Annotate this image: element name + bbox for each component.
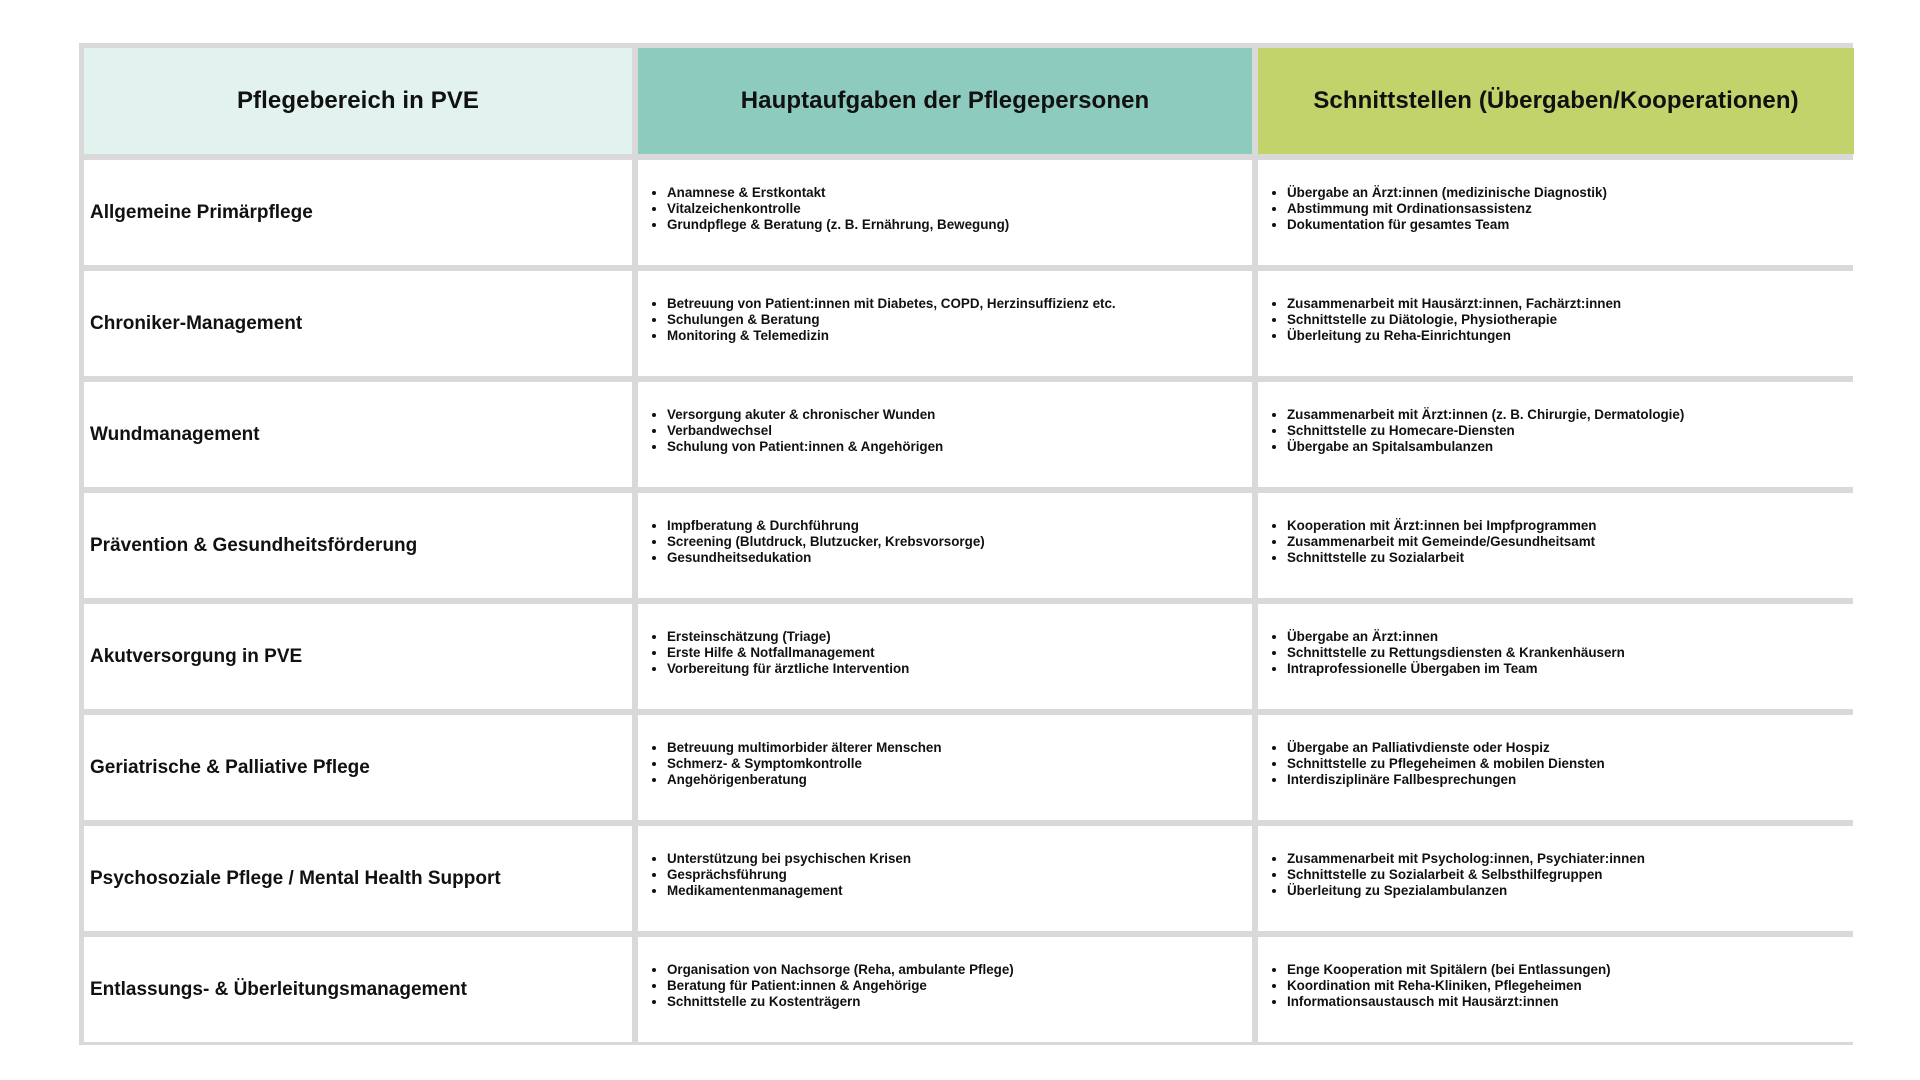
task-item: • Unterstützung bei psychischen Krisen — [667, 851, 911, 867]
row-care-area: Akutversorgung in PVE — [84, 604, 632, 709]
row-interfaces-cell — [1258, 937, 1854, 1042]
interface-item: • Schnittstelle zu Homecare-Diensten — [1287, 423, 1684, 439]
row-care-area: Wundmanagement — [84, 382, 632, 487]
interface-item: • Interdisziplinäre Fallbesprechungen — [1287, 772, 1605, 788]
care-areas-table — [79, 43, 1853, 1045]
tasks-list — [638, 629, 909, 677]
task-item: • Organisation von Nachsorge (Reha, ambulante Pflege) — [667, 962, 1014, 978]
tasks-list — [638, 851, 911, 899]
interface-item: • Übergabe an Ärzt:innen — [1287, 629, 1625, 645]
interfaces-list — [1258, 740, 1605, 788]
interfaces-list — [1258, 407, 1684, 455]
task-item: • Grundpflege & Beratung (z. B. Ernährung, Bewegung) — [667, 217, 1009, 233]
row-tasks-cell — [638, 160, 1252, 265]
row-interfaces-cell — [1258, 604, 1854, 709]
row-interfaces-cell — [1258, 826, 1854, 931]
interface-item: • Zusammenarbeit mit Gemeinde/Gesundheitsamt — [1287, 534, 1596, 550]
interface-item: • Schnittstelle zu Sozialarbeit — [1287, 550, 1596, 566]
task-item: • Schmerz- & Symptomkontrolle — [667, 756, 942, 772]
tasks-list — [638, 407, 943, 455]
interface-item: • Übergabe an Spitalsambulanzen — [1287, 439, 1684, 455]
tasks-list — [638, 185, 1009, 233]
interface-item: • Schnittstelle zu Sozialarbeit & Selbsthilfegruppen — [1287, 867, 1645, 883]
task-item: • Schulung von Patient:innen & Angehörigen — [667, 439, 943, 455]
interface-item: • Überleitung zu Reha-Einrichtungen — [1287, 328, 1621, 344]
task-item: • Verbandwechsel — [667, 423, 943, 439]
task-item: • Anamnese & Erstkontakt — [667, 185, 1009, 201]
task-item: • Betreuung multimorbider älterer Menschen — [667, 740, 942, 756]
interfaces-list — [1258, 962, 1611, 1010]
row-tasks-cell — [638, 715, 1252, 820]
task-item: • Gesundheitsedukation — [667, 550, 985, 566]
header-care-area: Pflegebereich in PVE — [84, 48, 632, 154]
task-item: • Versorgung akuter & chronischer Wunden — [667, 407, 943, 423]
task-item: • Schnittstelle zu Kostenträgern — [667, 994, 1014, 1010]
interfaces-list — [1258, 629, 1625, 677]
row-care-area: Chroniker-Management — [84, 271, 632, 376]
task-item: • Medikamentenmanagement — [667, 883, 911, 899]
task-item: • Gesprächsführung — [667, 867, 911, 883]
interface-item: • Schnittstelle zu Rettungsdiensten & Krankenhäusern — [1287, 645, 1625, 661]
row-tasks-cell — [638, 826, 1252, 931]
row-care-area: Psychosoziale Pflege / Mental Health Support — [84, 826, 632, 931]
interface-item: • Übergabe an Ärzt:innen (medizinische Diagnostik) — [1287, 185, 1607, 201]
row-care-area: Prävention & Gesundheitsförderung — [84, 493, 632, 598]
interface-item: • Intraprofessionelle Übergaben im Team — [1287, 661, 1625, 677]
row-tasks-cell — [638, 271, 1252, 376]
task-item: • Impfberatung & Durchführung — [667, 518, 985, 534]
interface-item: • Dokumentation für gesamtes Team — [1287, 217, 1607, 233]
interface-item: • Zusammenarbeit mit Hausärzt:innen, Fachärzt:innen — [1287, 296, 1621, 312]
row-interfaces-cell — [1258, 271, 1854, 376]
task-item: • Ersteinschätzung (Triage) — [667, 629, 909, 645]
tasks-list — [638, 296, 1116, 344]
tasks-list — [638, 962, 1014, 1010]
interface-item: • Enge Kooperation mit Spitälern (bei Entlassungen) — [1287, 962, 1611, 978]
row-care-area: Geriatrische & Palliative Pflege — [84, 715, 632, 820]
tasks-list — [638, 740, 942, 788]
interfaces-list — [1258, 296, 1621, 344]
row-care-area: Allgemeine Primärpflege — [84, 160, 632, 265]
row-tasks-cell — [638, 382, 1252, 487]
interface-item: • Informationsaustausch mit Hausärzt:innen — [1287, 994, 1611, 1010]
task-item: • Monitoring & Telemedizin — [667, 328, 1116, 344]
row-interfaces-cell — [1258, 715, 1854, 820]
task-item: • Beratung für Patient:innen & Angehörige — [667, 978, 1014, 994]
interface-item: • Zusammenarbeit mit Ärzt:innen (z. B. Chirurgie, Dermatologie) — [1287, 407, 1684, 423]
task-item: • Vorbereitung für ärztliche Intervention — [667, 661, 909, 677]
interface-item: • Schnittstelle zu Pflegeheimen & mobilen Diensten — [1287, 756, 1605, 772]
interface-item: • Übergabe an Palliativdienste oder Hospiz — [1287, 740, 1605, 756]
header-interfaces: Schnittstellen (Übergaben/Kooperationen) — [1258, 48, 1854, 154]
row-care-area: Entlassungs- & Überleitungsmanagement — [84, 937, 632, 1042]
task-item: • Betreuung von Patient:innen mit Diabetes, COPD, Herzinsuffizienz etc. — [667, 296, 1116, 312]
interfaces-list — [1258, 518, 1596, 566]
row-tasks-cell — [638, 604, 1252, 709]
row-interfaces-cell — [1258, 493, 1854, 598]
header-main-tasks: Hauptaufgaben der Pflegepersonen — [638, 48, 1252, 154]
task-item: • Vitalzeichenkontrolle — [667, 201, 1009, 217]
interface-item: • Abstimmung mit Ordinationsassistenz — [1287, 201, 1607, 217]
task-item: • Erste Hilfe & Notfallmanagement — [667, 645, 909, 661]
interface-item: • Koordination mit Reha-Kliniken, Pflegeheimen — [1287, 978, 1611, 994]
task-item: • Angehörigenberatung — [667, 772, 942, 788]
task-item: • Screening (Blutdruck, Blutzucker, Krebsvorsorge) — [667, 534, 985, 550]
row-interfaces-cell — [1258, 160, 1854, 265]
interface-item: • Überleitung zu Spezialambulanzen — [1287, 883, 1645, 899]
interface-item: • Kooperation mit Ärzt:innen bei Impfprogrammen — [1287, 518, 1596, 534]
row-interfaces-cell — [1258, 382, 1854, 487]
row-tasks-cell — [638, 493, 1252, 598]
interface-item: • Zusammenarbeit mit Psycholog:innen, Psychiater:innen — [1287, 851, 1645, 867]
interfaces-list — [1258, 185, 1607, 233]
interface-item: • Schnittstelle zu Diätologie, Physiotherapie — [1287, 312, 1621, 328]
tasks-list — [638, 518, 985, 566]
row-tasks-cell — [638, 937, 1252, 1042]
task-item: • Schulungen & Beratung — [667, 312, 1116, 328]
interfaces-list — [1258, 851, 1645, 899]
